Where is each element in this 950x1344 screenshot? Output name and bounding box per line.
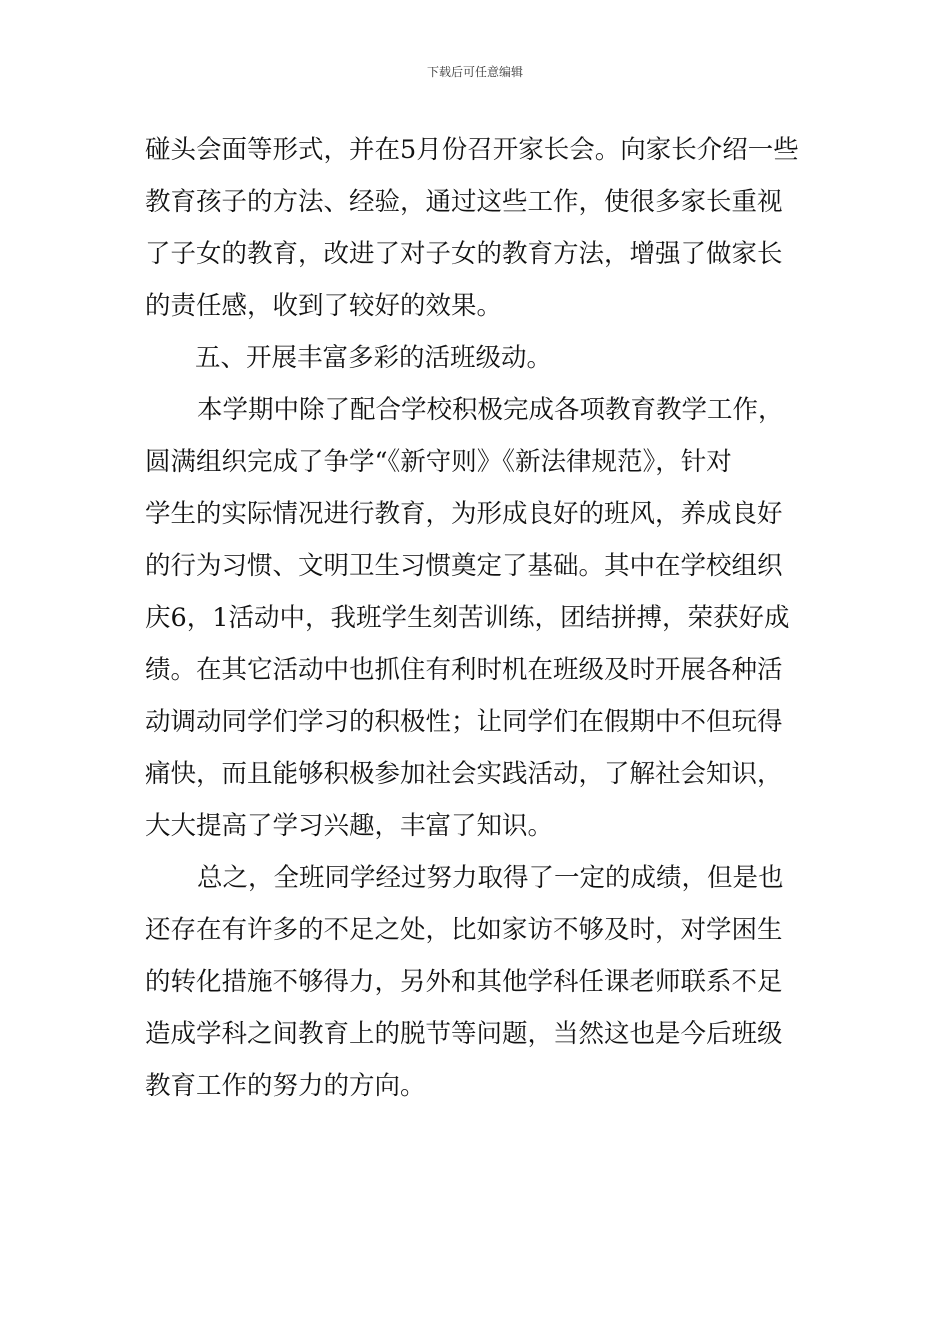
document-body	[145, 124, 810, 1112]
text-line: 造成学科之间教育上的脱节等问题，当然这也是今后班级	[145, 1019, 783, 1049]
header-note: 下载后可任意编辑	[426, 65, 523, 79]
text-line: 学生的实际情况进行教育，为形成良好的班风，养成良好	[145, 499, 783, 529]
section-heading: 五、开展丰富多彩的活班级动。	[195, 343, 553, 373]
text-line: 本学期中除了配合学校积极完成各项教育教学工作，	[197, 395, 784, 425]
text-line: 总之，全班同学经过努力取得了一定的成绩，但是也	[197, 863, 784, 893]
text-line: 的转化措施不够得力，另外和其他学科任课老师联系不足	[145, 967, 783, 997]
text-line: 的行为习惯、文明卫生习惯奠定了基础。其中在学校组织	[145, 551, 783, 581]
text-line: 绩。在其它活动中也抓住有利时机在班级及时开展各种活	[145, 655, 783, 685]
text-line: 还存在有许多的不足之处，比如家访不够及时，对学困生	[145, 915, 783, 945]
text-line: 动调动同学们学习的积极性；让同学们在假期中不但玩得	[145, 707, 783, 737]
text-line: 碰头会面等形式，并在5月份召开家长会。向家长介绍一些	[145, 135, 799, 165]
text-line: 教育工作的努力的方向。	[145, 1071, 426, 1101]
text-line: 圆满组织完成了争学“《新守则》《新法律规范》，针对	[145, 447, 732, 477]
text-line: 了子女的教育，改进了对子女的教育方法，增强了做家长	[145, 239, 783, 269]
text-line: 大大提高了学习兴趣，丰富了知识。	[145, 811, 554, 841]
text-line: 教育孩子的方法、经验，通过这些工作，使很多家长重视	[145, 187, 783, 217]
text-line: 庆6，1活动中，我班学生刻苦训练，团结拼搏，荣获好成	[145, 603, 790, 633]
text-line: 痛快，而且能够积极参加社会实践活动，了解社会知识，	[145, 759, 783, 789]
text-line: 的责任感，收到了较好的效果。	[145, 291, 503, 321]
